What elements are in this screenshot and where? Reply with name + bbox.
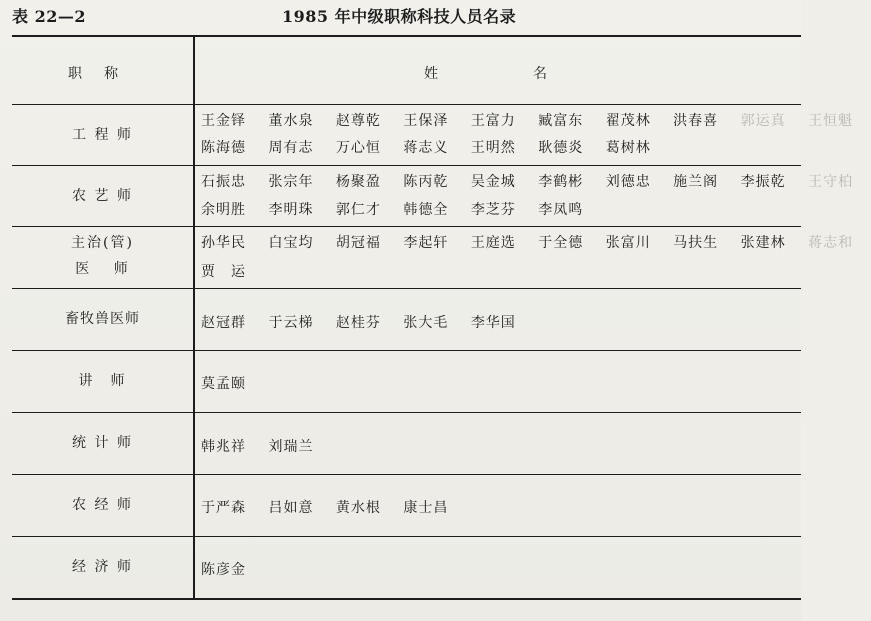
person-name: 翟茂林 — [605, 113, 651, 129]
top-rule — [12, 35, 801, 37]
person-name: 李鹤彬 — [538, 174, 584, 190]
person-name: 孙华民 — [201, 235, 246, 251]
row-divider — [12, 104, 801, 105]
table-number: 表 22—2 — [12, 7, 86, 26]
person-name: 王明然 — [470, 140, 516, 156]
person-name: 张大毛 — [403, 315, 449, 331]
person-name: 王富力 — [470, 113, 516, 129]
category-agronomist: 农 艺 师 — [72, 188, 133, 204]
name-line — [201, 374, 264, 394]
row-divider — [12, 226, 801, 227]
person-name: 周有志 — [268, 140, 314, 156]
person-name: 洪春喜 — [673, 113, 719, 129]
person-name: 郭运真 — [740, 113, 786, 129]
name-line — [201, 111, 871, 131]
person-name: 张宗年 — [268, 174, 314, 190]
row-divider — [12, 536, 801, 537]
row-divider — [12, 412, 801, 413]
table-title: 1985 年中级职称科技人员名录 — [282, 7, 517, 26]
person-name: 蒋志义 — [403, 140, 449, 156]
person-name: 莫孟颐 — [201, 376, 246, 392]
person-name: 于全德 — [538, 235, 584, 251]
person-name: 耿德炎 — [538, 140, 584, 156]
row-divider — [12, 350, 801, 351]
person-name: 李芝芬 — [470, 202, 516, 218]
person-name: 李凤鸣 — [538, 202, 584, 218]
person-name: 赵桂芬 — [335, 315, 381, 331]
person-name: 于云梯 — [268, 315, 314, 331]
person-name: 张富川 — [605, 235, 651, 251]
person-name: 韩德全 — [403, 202, 449, 218]
category-veterinarian: 畜牧兽医师 — [65, 311, 140, 327]
person-name: 杨聚盈 — [335, 174, 381, 190]
person-name: 臧富东 — [538, 113, 584, 129]
person-name: 施兰阁 — [673, 174, 719, 190]
bottom-rule — [12, 598, 801, 600]
person-name: 李起轩 — [403, 235, 449, 251]
person-name: 陈彦金 — [201, 562, 246, 578]
person-name: 韩兆祥 — [201, 439, 246, 455]
name-line — [201, 262, 264, 282]
category-attending-physician — [12, 230, 193, 282]
person-name: 李华国 — [470, 315, 516, 331]
person-name: 马扶生 — [673, 235, 719, 251]
person-name: 赵尊乾 — [335, 113, 381, 129]
person-name: 董水泉 — [268, 113, 314, 129]
person-name: 王保泽 — [403, 113, 449, 129]
name-line — [201, 233, 871, 253]
category-statistician: 统 计 师 — [72, 435, 133, 451]
category-line: 医 师 — [75, 261, 130, 277]
name-line — [201, 313, 534, 333]
category-economist: 经 济 师 — [72, 559, 133, 575]
header-title-column: 职 称 — [68, 66, 122, 82]
person-name: 石振忠 — [201, 174, 246, 190]
category-lecturer: 讲 师 — [78, 373, 127, 389]
person-name: 于严森 — [201, 500, 246, 516]
person-name: 郭仁才 — [335, 202, 381, 218]
person-name: 李明珠 — [268, 202, 314, 218]
person-name: 康士昌 — [403, 500, 449, 516]
name-line — [201, 200, 601, 220]
name-line — [201, 498, 466, 518]
name-line — [201, 560, 264, 580]
name-line — [201, 172, 871, 192]
person-name: 陈丙乾 — [403, 174, 449, 190]
person-name: 张建林 — [740, 235, 786, 251]
person-name: 蒋志和 — [808, 235, 854, 251]
person-name: 葛树林 — [605, 140, 651, 156]
row-divider — [12, 288, 801, 289]
header-name-column-b: 名 — [533, 66, 548, 82]
person-name: 胡冠福 — [335, 235, 381, 251]
person-name: 贾 运 — [201, 264, 246, 280]
person-name: 刘德忠 — [605, 174, 651, 190]
person-name: 王守柏 — [808, 174, 854, 190]
person-name: 白宝均 — [268, 235, 314, 251]
person-name: 吴金城 — [470, 174, 516, 190]
person-name: 陈海德 — [201, 140, 246, 156]
category-line: 主治(管) — [71, 235, 134, 251]
row-divider — [12, 165, 801, 166]
person-name: 余明胜 — [201, 202, 246, 218]
name-line — [201, 138, 669, 158]
person-name: 吕如意 — [268, 500, 314, 516]
header-name-column-a: 姓 — [424, 66, 439, 82]
person-name: 黄水根 — [335, 500, 381, 516]
column-divider — [193, 36, 195, 599]
person-name: 刘瑞兰 — [268, 439, 314, 455]
person-name: 李振乾 — [740, 174, 786, 190]
name-line — [201, 437, 331, 457]
person-name: 万心恒 — [335, 140, 381, 156]
person-name: 王金铎 — [201, 113, 246, 129]
category-engineer: 工 程 师 — [72, 127, 133, 143]
person-name: 王庭选 — [470, 235, 516, 251]
row-divider — [12, 474, 801, 475]
person-name: 王恒魁 — [808, 113, 854, 129]
person-name: 赵冠群 — [201, 315, 246, 331]
category-agricultural-economist: 农 经 师 — [72, 497, 133, 513]
